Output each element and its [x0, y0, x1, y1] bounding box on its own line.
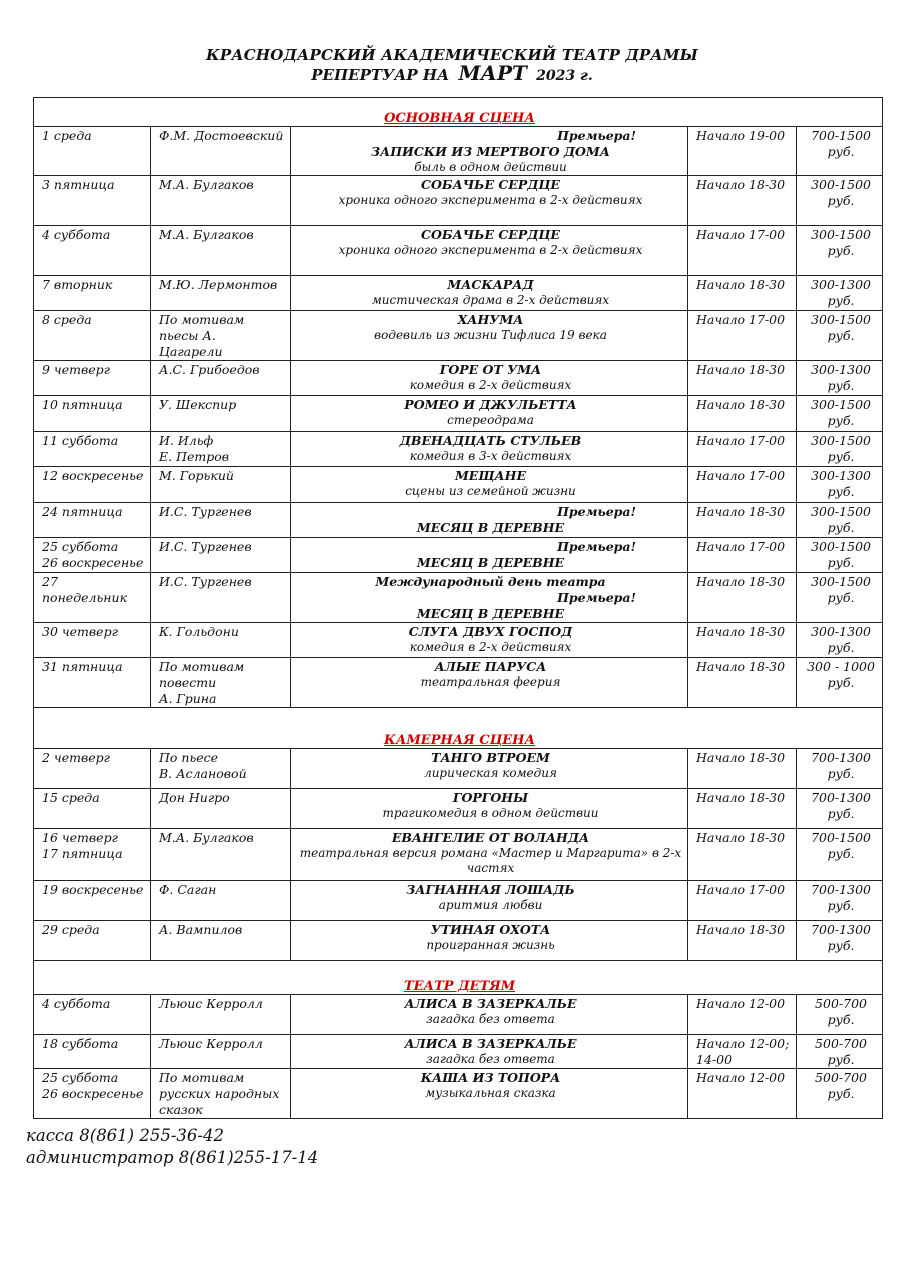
date-cell [34, 789, 151, 829]
date-cell [34, 432, 151, 467]
date-cell [34, 623, 151, 658]
page-header [0, 46, 904, 85]
author-line: Льюис Керролл [159, 996, 263, 1011]
author-line: По мотивам [159, 659, 245, 674]
author-cell [151, 361, 291, 396]
performance-row [34, 1069, 883, 1119]
show-subtitle: мистическая драма в 2-х действиях [371, 293, 610, 307]
repertoire-month: МАРТ [458, 61, 527, 85]
show-cell [291, 881, 688, 921]
date-line: 26 воскресенье [42, 555, 144, 570]
show-subtitle: сцены из семейной жизни [405, 484, 576, 498]
show-cell [291, 829, 688, 881]
performance-row [34, 789, 883, 829]
start-time: Начало 18-30 [688, 658, 797, 708]
author-line: Е. Петров [159, 449, 230, 464]
ticket-price: 300-1300 руб. [797, 361, 883, 396]
start-time: Начало 18-30 [688, 921, 797, 961]
date-line: 3 пятница [42, 177, 115, 192]
start-time: Начало 18-30 [688, 749, 797, 789]
performance-row [34, 361, 883, 396]
date-cell [34, 995, 151, 1035]
start-time: Начало 12-00 [688, 1069, 797, 1119]
author-line: По пьесе [159, 750, 219, 765]
author-line: Ф.М. Достоевский [159, 128, 284, 143]
show-title: СЛУГА ДВУХ ГОСПОД [408, 624, 573, 639]
date-line: 1 среда [42, 128, 92, 143]
author-cell [151, 127, 291, 176]
show-subtitle: музыкальная сказка [425, 1086, 556, 1100]
date-line: 31 пятница [42, 659, 123, 674]
show-cell [291, 311, 688, 361]
date-line: 4 суббота [42, 996, 111, 1011]
show-cell [291, 361, 688, 396]
date-cell [34, 921, 151, 961]
date-cell [34, 1069, 151, 1119]
start-time: Начало 18-30 [688, 829, 797, 881]
performance-row [34, 995, 883, 1035]
show-title: ХАНУМА [457, 312, 524, 327]
performance-row [34, 176, 883, 226]
show-title: ГОРГОНЫ [452, 790, 529, 805]
author-cell [151, 995, 291, 1035]
date-cell [34, 1035, 151, 1069]
show-title: АЛЫЕ ПАРУСА [434, 659, 547, 674]
show-subtitle: загадка без ответа [426, 1052, 555, 1066]
ticket-price: 300-1300 руб. [797, 276, 883, 311]
performance-row [34, 538, 883, 573]
ticket-price: 700-1300 руб. [797, 789, 883, 829]
show-title: ГОРЕ ОТ УМА [439, 362, 542, 377]
author-cell [151, 538, 291, 573]
start-time: Начало 18-30 [688, 276, 797, 311]
performance-row [34, 921, 883, 961]
ticket-price: 300-1500 руб. [797, 311, 883, 361]
performance-row [34, 432, 883, 467]
author-cell [151, 921, 291, 961]
repertoire-table [33, 97, 883, 1119]
show-title: АЛИСА В ЗАЗЕРКАЛЬЕ [404, 1036, 577, 1051]
date-line: 12 воскресенье [42, 468, 144, 483]
show-cell [291, 1035, 688, 1069]
date-line: 15 среда [42, 790, 100, 805]
show-subtitle: водевиль из жизни Тифлиса 19 века [374, 328, 607, 342]
start-time: Начало 18-30 [688, 789, 797, 829]
author-cell [151, 226, 291, 276]
performance-row [34, 127, 883, 176]
author-line: М.А. Булгаков [159, 830, 254, 845]
show-title: ЗАГНАННАЯ ЛОШАДЬ [406, 882, 575, 897]
section-heading-row [34, 708, 883, 749]
start-time: Начало 17-00 [688, 226, 797, 276]
performance-row [34, 623, 883, 658]
date-cell [34, 658, 151, 708]
show-subtitle: комедия в 2-х действиях [409, 640, 572, 654]
ticket-price: 500-700 руб. [797, 1069, 883, 1119]
show-title: ДВЕНАДЦАТЬ СТУЛЬЕВ [399, 433, 582, 448]
section-heading-row [34, 98, 883, 127]
author-line: И.С. Тургенев [159, 574, 252, 589]
date-line: 10 пятница [42, 397, 123, 412]
repertoire-year: 2023 г. [536, 68, 593, 84]
ticket-price: 300-1500 руб. [797, 503, 883, 538]
show-cell [291, 921, 688, 961]
ticket-price: 300-1500 руб. [797, 396, 883, 432]
section-heading-row [34, 961, 883, 995]
show-subtitle: загадка без ответа [426, 1012, 555, 1026]
show-subtitle: быль в одном действии [414, 160, 567, 174]
ticket-price: 300-1500 руб. [797, 176, 883, 226]
start-time: Начало 17-00 [688, 311, 797, 361]
author-cell [151, 658, 291, 708]
date-line: 29 среда [42, 922, 100, 937]
author-cell [151, 503, 291, 538]
show-title: МЕЩАНЕ [454, 468, 527, 483]
repertoire-label: РЕПЕРТУАР НА [311, 66, 450, 84]
show-subtitle: комедия в 3-х действиях [409, 449, 572, 463]
ticket-price: 700-1300 руб. [797, 921, 883, 961]
show-cell [291, 538, 688, 573]
start-time: Начало 12-00 [688, 995, 797, 1035]
start-time: Начало 18-30 [688, 361, 797, 396]
show-cell [291, 658, 688, 708]
author-line: русских народных [159, 1086, 280, 1101]
author-line: Дон Нигро [159, 790, 230, 805]
date-cell [34, 276, 151, 311]
start-time: Начало 17-00 [688, 538, 797, 573]
performance-row [34, 1035, 883, 1069]
performance-row [34, 829, 883, 881]
show-cell [291, 276, 688, 311]
show-title: СОБАЧЬЕ СЕРДЦЕ [421, 177, 560, 192]
show-subtitle: театральная версия романа «Мастер и Маргарита» в 2-х частях [299, 846, 682, 875]
premiere-label: Премьера! [557, 128, 636, 143]
date-line: 16 четверг [42, 830, 118, 845]
show-cell [291, 623, 688, 658]
show-title: МЕСЯЦ В ДЕРЕВНЕ [416, 555, 565, 570]
show-cell [291, 467, 688, 503]
date-line: 25 суббота [42, 1070, 119, 1085]
performance-row [34, 311, 883, 361]
show-cell [291, 176, 688, 226]
date-cell [34, 176, 151, 226]
start-time: Начало 19-00 [688, 127, 797, 176]
start-time: Начало 18-30 [688, 573, 797, 623]
date-cell [34, 396, 151, 432]
ticket-price: 300-1300 руб. [797, 467, 883, 503]
author-cell [151, 432, 291, 467]
show-title: ЗАПИСКИ ИЗ МЕРТВОГО ДОМА [371, 144, 610, 159]
author-cell [151, 829, 291, 881]
date-cell [34, 226, 151, 276]
author-line: А.С. Грибоедов [159, 362, 260, 377]
date-cell [34, 538, 151, 573]
administrator-phone: администратор 8(861)255-17-14 [26, 1148, 319, 1167]
author-line: М.А. Булгаков [159, 177, 254, 192]
author-line: В. Аслановой [159, 766, 247, 781]
section-heading: КАМЕРНАЯ СЦЕНА [34, 708, 883, 749]
author-line: По мотивам [159, 1070, 245, 1085]
author-cell [151, 789, 291, 829]
date-cell [34, 881, 151, 921]
date-cell [34, 467, 151, 503]
performance-row [34, 396, 883, 432]
section-heading: ОСНОВНАЯ СЦЕНА [34, 98, 883, 127]
performance-row [34, 749, 883, 789]
start-time: Начало 17-00 [688, 881, 797, 921]
show-subtitle: стереодрама [447, 413, 534, 427]
show-subtitle: комедия в 2-х действиях [409, 378, 572, 392]
show-cell [291, 573, 688, 623]
show-subtitle: аритмия любви [438, 898, 543, 912]
start-time: Начало 17-00 [688, 432, 797, 467]
date-line: 8 среда [42, 312, 92, 327]
author-cell [151, 1069, 291, 1119]
premiere-label: Премьера! [557, 539, 636, 554]
author-cell [151, 396, 291, 432]
date-cell [34, 361, 151, 396]
author-line: Ф. Саган [159, 882, 217, 897]
date-cell [34, 573, 151, 623]
start-time: Начало 17-00 [688, 467, 797, 503]
contacts [26, 1125, 318, 1169]
show-subtitle: лирическая комедия [424, 766, 557, 780]
section-heading: ТЕАТР ДЕТЯМ [34, 961, 883, 995]
performance-row [34, 881, 883, 921]
ticket-price: 300-1500 руб. [797, 538, 883, 573]
author-cell [151, 749, 291, 789]
author-cell [151, 176, 291, 226]
author-line: сказок [159, 1102, 203, 1117]
show-title: ЕВАНГЕЛИЕ ОТ ВОЛАНДА [391, 830, 590, 845]
performance-row [34, 226, 883, 276]
date-line: 7 вторник [42, 277, 113, 292]
start-time: Начало 18-30 [688, 503, 797, 538]
performance-row [34, 658, 883, 708]
ticket-price: 500-700 руб. [797, 1035, 883, 1069]
date-line: 19 воскресенье [42, 882, 144, 897]
author-line: А. Грина [159, 691, 217, 706]
show-title: МЕСЯЦ В ДЕРЕВНЕ [416, 520, 565, 535]
show-title: МАСКАРАД [447, 277, 534, 292]
date-line: 18 суббота [42, 1036, 119, 1051]
show-cell [291, 396, 688, 432]
start-time: Начало 18-30 [688, 623, 797, 658]
show-cell [291, 1069, 688, 1119]
author-line: М. Горький [159, 468, 234, 483]
performance-row [34, 276, 883, 311]
show-cell [291, 127, 688, 176]
ticket-price: 500-700 руб. [797, 995, 883, 1035]
ticket-price: 300-1500 руб. [797, 226, 883, 276]
author-line: А. Вампилов [159, 922, 243, 937]
author-line: К. Гольдони [159, 624, 239, 639]
event-note: Международный день театра [375, 574, 606, 589]
author-cell [151, 311, 291, 361]
premiere-label: Премьера! [557, 590, 636, 605]
date-line: 17 пятница [42, 846, 123, 861]
show-subtitle: театральная феерия [420, 675, 561, 689]
show-subtitle: трагикомедия в одном действии [382, 806, 599, 820]
ticket-price: 700-1500 руб. [797, 127, 883, 176]
show-title: УТИНАЯ ОХОТА [430, 922, 551, 937]
author-cell [151, 573, 291, 623]
ticket-price: 700-1500 руб. [797, 829, 883, 881]
theatre-name: КРАСНОДАРСКИЙ АКАДЕМИЧЕСКИЙ ТЕАТР ДРАМЫ [206, 46, 698, 64]
performance-row [34, 467, 883, 503]
author-line: У. Шекспир [159, 397, 237, 412]
repertoire-line [0, 61, 904, 85]
show-cell [291, 789, 688, 829]
author-line: И.С. Тургенев [159, 539, 252, 554]
author-cell [151, 467, 291, 503]
ticket-price: 700-1300 руб. [797, 881, 883, 921]
show-title: АЛИСА В ЗАЗЕРКАЛЬЕ [404, 996, 577, 1011]
show-title: ТАНГО ВТРОЕМ [431, 750, 550, 765]
author-cell [151, 1035, 291, 1069]
ticket-price: 300-1500 руб. [797, 432, 883, 467]
author-cell [151, 276, 291, 311]
performance-row [34, 573, 883, 623]
date-line: 27 [42, 574, 58, 589]
ticket-price: 300 - 1000 руб. [797, 658, 883, 708]
author-line: И.С. Тургенев [159, 504, 252, 519]
start-time: Начало 18-30 [688, 176, 797, 226]
date-line: 9 четверг [42, 362, 110, 377]
show-title: СОБАЧЬЕ СЕРДЦЕ [421, 227, 560, 242]
author-line: Цагарели [159, 344, 223, 359]
author-line: И. Ильф [159, 433, 214, 448]
show-cell [291, 995, 688, 1035]
date-line: 26 воскресенье [42, 1086, 144, 1101]
date-line: 11 суббота [42, 433, 119, 448]
author-cell [151, 623, 291, 658]
author-line: М.А. Булгаков [159, 227, 254, 242]
repertoire-table-body [34, 98, 883, 1119]
date-cell [34, 311, 151, 361]
box-office-phone: касса 8(861) 255-36-42 [26, 1126, 224, 1145]
show-subtitle: проигранная жизнь [426, 938, 555, 952]
date-line: 2 четверг [42, 750, 110, 765]
show-subtitle: хроника одного эксперимента в 2-х действиях [338, 243, 643, 257]
show-cell [291, 432, 688, 467]
date-cell [34, 829, 151, 881]
start-time: Начало 12-00; 14-00 [688, 1035, 797, 1069]
show-cell [291, 749, 688, 789]
show-title: КАША ИЗ ТОПОРА [420, 1070, 561, 1085]
date-line: понедельник [42, 590, 128, 605]
show-subtitle: хроника одного эксперимента в 2-х действиях [338, 193, 643, 207]
author-line: пьесы А. [159, 328, 216, 343]
show-title: МЕСЯЦ В ДЕРЕВНЕ [416, 606, 565, 621]
date-cell [34, 503, 151, 538]
author-line: Льюис Керролл [159, 1036, 263, 1051]
author-line: По мотивам [159, 312, 245, 327]
show-cell [291, 226, 688, 276]
show-cell [291, 503, 688, 538]
date-cell [34, 127, 151, 176]
date-line: 4 суббота [42, 227, 111, 242]
author-cell [151, 881, 291, 921]
ticket-price: 300-1300 руб. [797, 623, 883, 658]
date-line: 30 четверг [42, 624, 118, 639]
author-line: М.Ю. Лермонтов [159, 277, 278, 292]
author-line: повести [159, 675, 217, 690]
date-line: 25 суббота [42, 539, 119, 554]
start-time: Начало 18-30 [688, 396, 797, 432]
date-line: 24 пятница [42, 504, 123, 519]
premiere-label: Премьера! [557, 504, 636, 519]
performance-row [34, 503, 883, 538]
show-title: РОМЕО И ДЖУЛЬЕТТА [404, 397, 577, 412]
ticket-price: 700-1300 руб. [797, 749, 883, 789]
ticket-price: 300-1500 руб. [797, 573, 883, 623]
date-cell [34, 749, 151, 789]
